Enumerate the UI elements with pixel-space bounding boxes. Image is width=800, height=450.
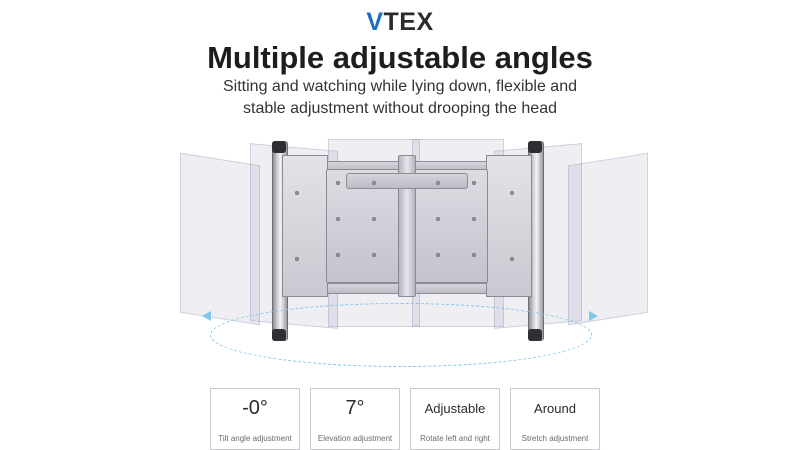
mount-hole xyxy=(472,181,476,185)
spec-card-label: Rotate left and right xyxy=(420,434,490,443)
spec-card-value: Adjustable xyxy=(424,401,486,416)
bracket-arm-right xyxy=(486,155,532,297)
rotation-guide-ellipse xyxy=(210,303,592,367)
spec-card-value: 7° xyxy=(345,397,365,419)
mount-hole xyxy=(472,253,476,257)
bracket-arm-left xyxy=(282,155,328,297)
mount-hole xyxy=(436,217,440,221)
illustration-stage xyxy=(150,125,650,375)
spec-card-list xyxy=(210,388,600,450)
rotation-arrow-left-icon xyxy=(202,311,211,321)
mount-hole xyxy=(472,217,476,221)
mount-hole xyxy=(372,181,376,185)
mount-hole xyxy=(510,257,514,261)
mount-hole xyxy=(510,191,514,195)
spec-card-label: Stretch adjustment xyxy=(521,434,589,443)
spec-card-label: Tilt angle adjustment xyxy=(218,434,292,443)
brand-logo-first: V xyxy=(366,8,384,36)
mount-hole xyxy=(336,253,340,257)
rotation-arrow-right-icon xyxy=(589,311,598,321)
page-title: Multiple adjustable angles xyxy=(207,40,593,75)
spec-card-tilt xyxy=(210,388,300,450)
spec-card-value: -0° xyxy=(242,397,268,419)
mount-hole xyxy=(295,257,299,261)
mount-hole xyxy=(436,253,440,257)
mount-hole xyxy=(372,217,376,221)
brand-logo-rest: TEX xyxy=(383,8,434,36)
brand-logo xyxy=(0,8,800,37)
spec-card-stretch xyxy=(510,388,600,450)
spec-card-rotation xyxy=(410,388,500,450)
mount-hole xyxy=(336,217,340,221)
rail-cap-top-left xyxy=(272,141,286,153)
spec-card-label: Elevation adjustment xyxy=(317,434,393,443)
page-subtitle xyxy=(0,76,800,120)
rail-cap-top-right xyxy=(528,141,542,153)
spec-card-elevation xyxy=(310,388,400,450)
page-subtitle-line-1: Sitting and watching while lying down, flexible and xyxy=(223,78,577,95)
page-subtitle-line-2: stable adjustment without drooping the head xyxy=(243,100,557,117)
mount-hole xyxy=(295,191,299,195)
spec-card-value: Around xyxy=(534,401,576,416)
mount-hole xyxy=(372,253,376,257)
mount-hole xyxy=(336,181,340,185)
mount-hole xyxy=(436,181,440,185)
bracket-cable-channel xyxy=(346,173,468,189)
